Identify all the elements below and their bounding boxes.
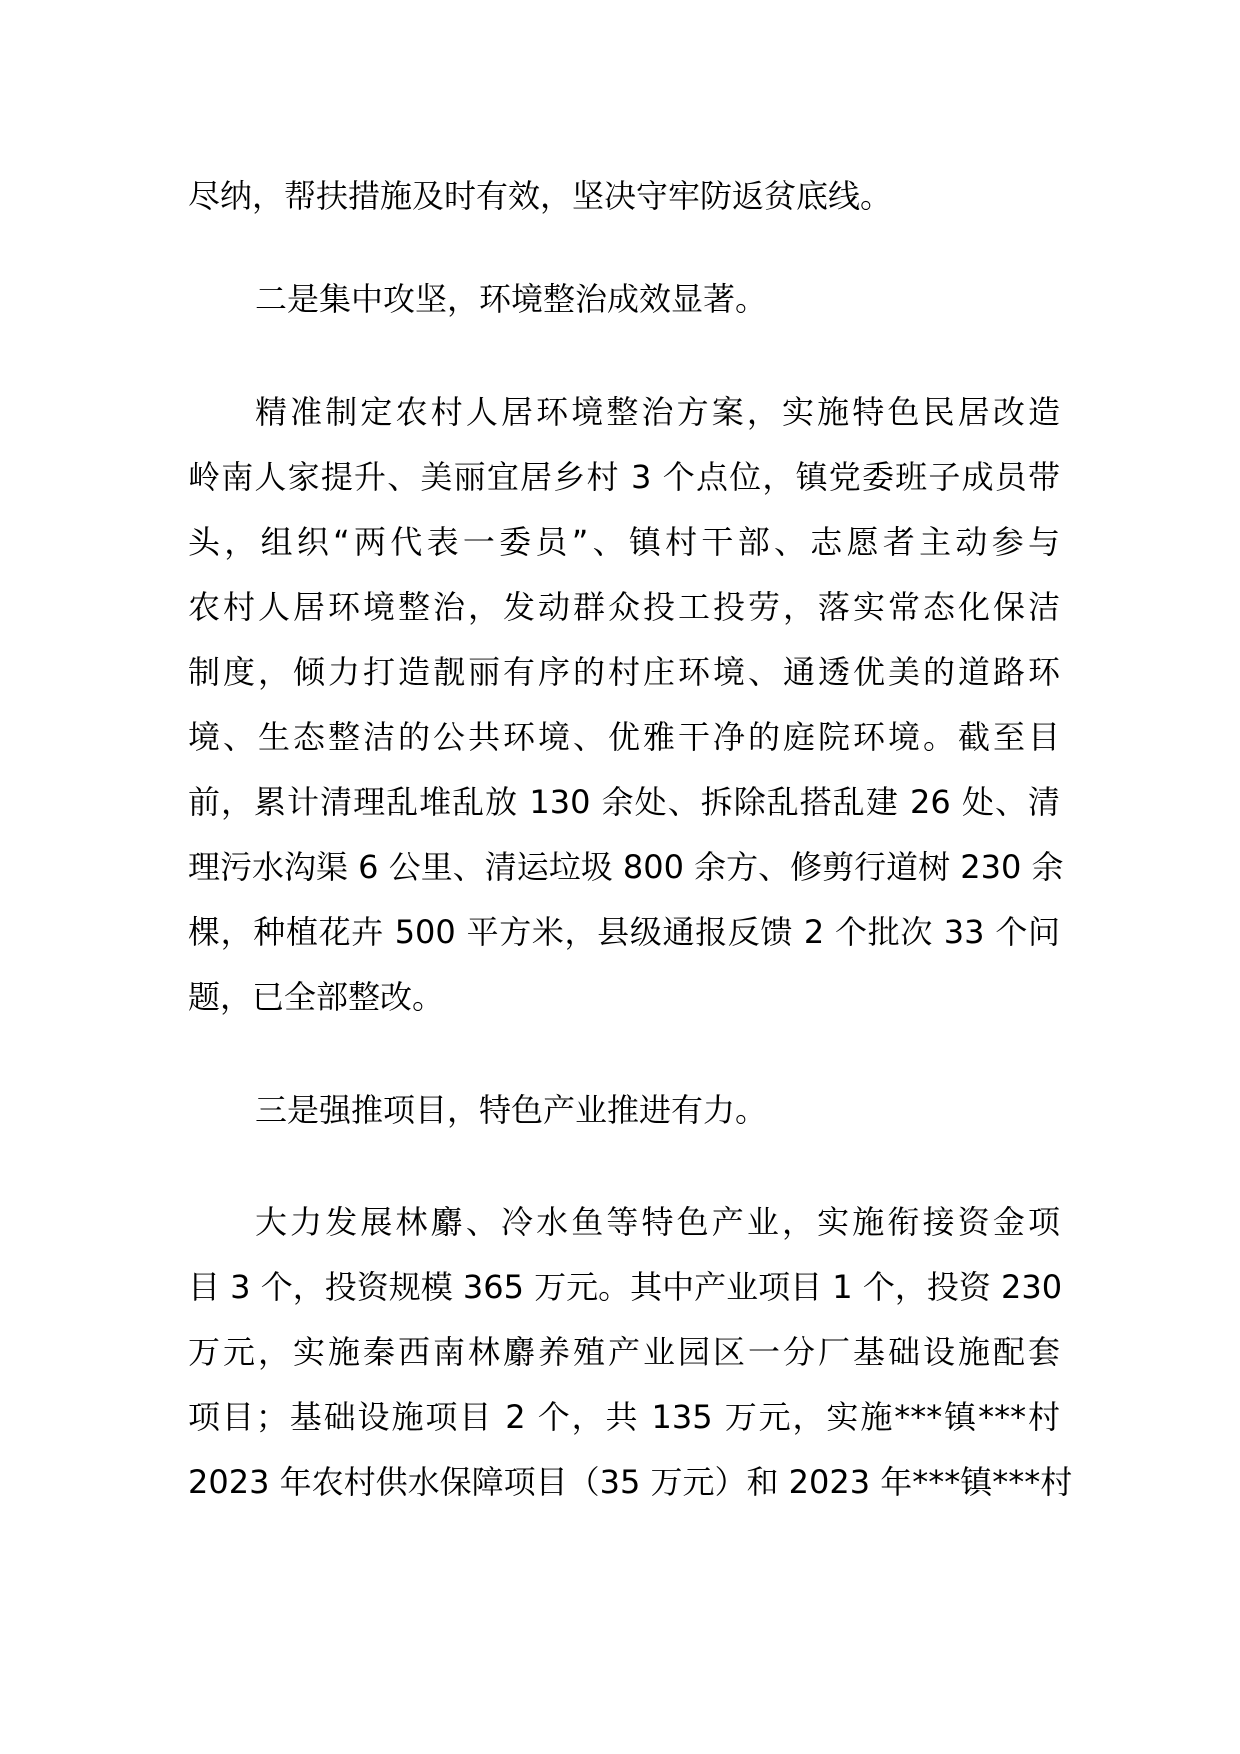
paragraph-line: 岭南人家提升、美丽宜居乡村 3 个点位，镇党委班子成员带 xyxy=(188,458,1060,496)
paragraph-line: 大力发展林麝、冷水鱼等特色产业，实施衔接资金项 xyxy=(255,1203,1060,1241)
paragraph-line: 题，已全部整改。 xyxy=(188,978,445,1016)
paragraph-line: 万元，实施秦西南林麝养殖产业园区一分厂基础设施配套 xyxy=(188,1333,1060,1371)
paragraph-line: 项目；基础设施项目 2 个，共 135 万元，实施***镇***村 xyxy=(188,1398,1060,1436)
paragraph-line: 境、生态整洁的公共环境、优雅干净的庭院环境。截至目 xyxy=(188,718,1060,756)
section-heading: 二是集中攻坚，环境整治成效显著。 xyxy=(255,280,768,318)
paragraph-line: 目 3 个，投资规模 365 万元。其中产业项目 1 个，投资 230 xyxy=(188,1268,1063,1306)
paragraph-line: 2023 年农村供水保障项目（35 万元）和 2023 年***镇***村 xyxy=(188,1463,1073,1501)
paragraph-line: 精准制定农村人居环境整治方案，实施特色民居改造 xyxy=(255,393,1060,431)
paragraph-line: 前，累计清理乱堆乱放 130 余处、拆除乱搭乱建 26 处、清 xyxy=(188,783,1060,821)
paragraph-line: 农村人居环境整治，发动群众投工投劳，落实常态化保洁 xyxy=(188,588,1060,626)
paragraph-line: 棵，种植花卉 500 平方米，县级通报反馈 2 个批次 33 个问 xyxy=(188,913,1060,951)
section-heading: 三是强推项目，特色产业推进有力。 xyxy=(255,1091,768,1129)
paragraph-line: 理污水沟渠 6 公里、清运垃圾 800 余方、修剪行道树 230 余 xyxy=(188,848,1064,886)
paragraph-line: 制度，倾力打造靓丽有序的村庄环境、通透优美的道路环 xyxy=(188,653,1060,691)
paragraph-line: 尽纳，帮扶措施及时有效，坚决守牢防返贫底线。 xyxy=(188,177,893,215)
paragraph-line: 头，组织“两代表一委员”、镇村干部、志愿者主动参与 xyxy=(188,523,1060,561)
